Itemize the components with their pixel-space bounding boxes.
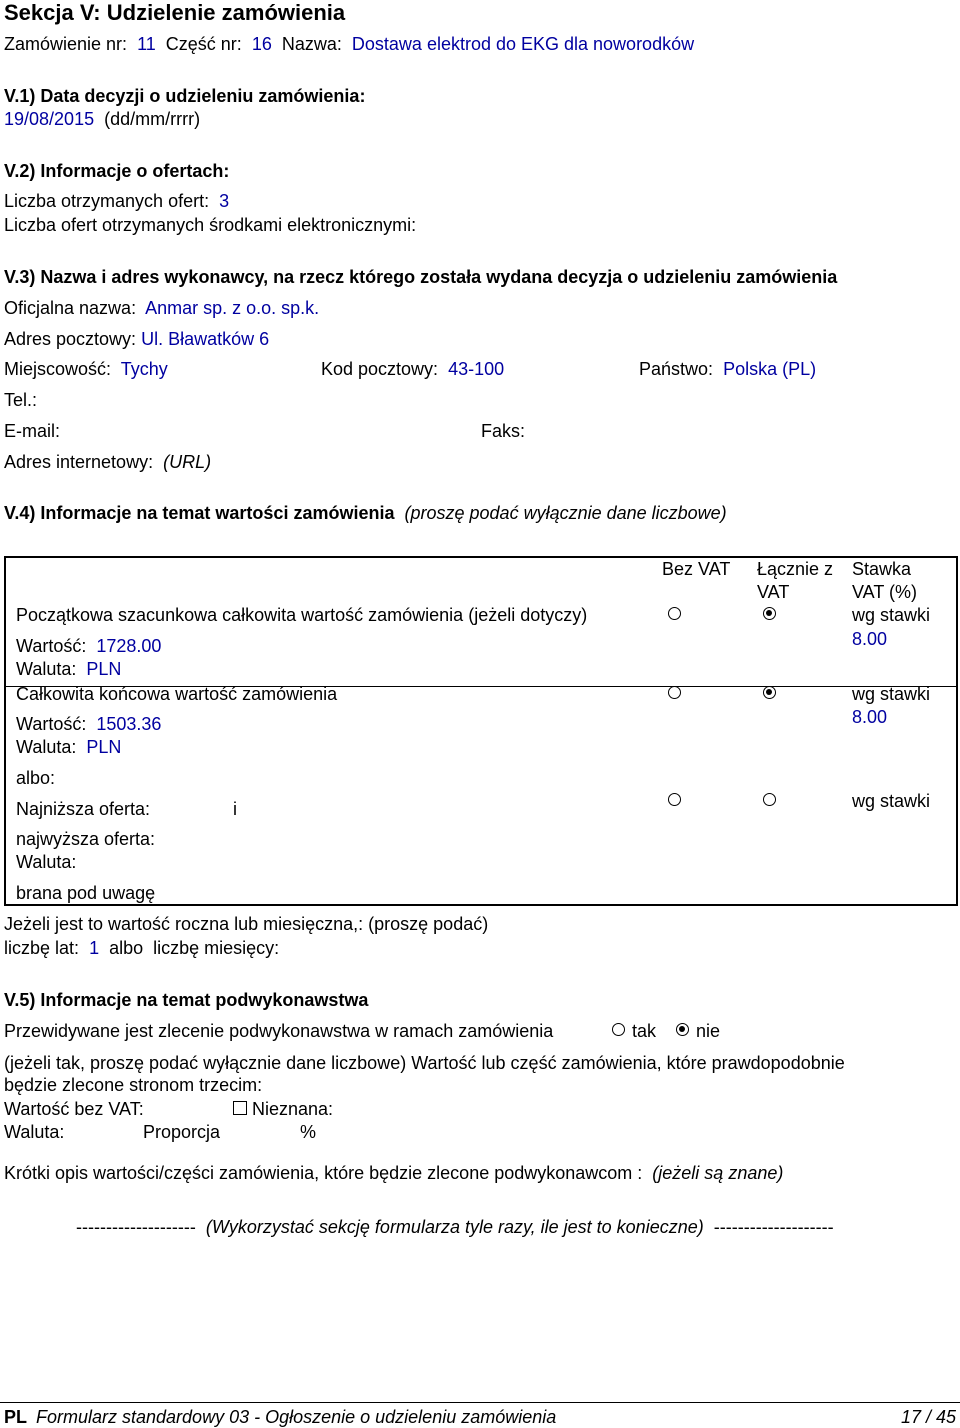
email-label: E-mail: <box>4 421 61 441</box>
country-value: Polska (PL) <box>723 359 817 379</box>
v1-date-line <box>4 108 200 130</box>
final-rate-value: 8.00 <box>852 707 888 727</box>
subcontract-yes-label: tak <box>632 1021 657 1041</box>
annual-value-line: Jeżeli jest to wartość roczna lub miesięczna,: (proszę podać) <box>4 914 489 934</box>
months-label: liczbę miesięcy: <box>153 938 280 958</box>
country-line <box>639 358 816 380</box>
offers-received-value: 3 <box>219 191 230 211</box>
postal-code-label: Kod pocztowy: <box>321 359 439 379</box>
col-gross-header-2: VAT <box>757 582 790 602</box>
net-value-label: Wartość bez VAT: <box>4 1099 144 1119</box>
subcontract-no-radio[interactable] <box>676 1023 689 1036</box>
subcontract-desc-line <box>4 1162 783 1184</box>
v5-heading: V.5) Informacje na temat podwykonawstwa <box>4 990 369 1010</box>
footer-country-code: PL <box>4 1407 28 1427</box>
v2-heading: V.2) Informacje o ofertach: <box>4 161 230 181</box>
initial-value-amount: 1728.00 <box>96 636 162 656</box>
v3-heading: V.3) Nazwa i adres wykonawcy, na rzecz którego została wydana decyzja o udzieleniu zamówienia <box>4 267 838 287</box>
v4-heading-line <box>4 502 727 524</box>
official-name-value: Anmar sp. z o.o. sp.k. <box>145 298 320 318</box>
subcontract-currency-label: Waluta: <box>4 1122 65 1142</box>
unknown-checkbox[interactable] <box>233 1101 247 1115</box>
final-gross-radio[interactable] <box>763 686 776 699</box>
city-line <box>4 358 168 380</box>
col-rate-header-2: VAT (%) <box>852 582 918 602</box>
v4-hint: (proszę podać wyłącznie dane liczbowe) <box>404 503 727 523</box>
range-currency-label: Waluta: <box>16 852 77 872</box>
initial-currency-line <box>16 658 121 680</box>
initial-rate-value: 8.00 <box>852 629 888 649</box>
postal-code-line <box>321 358 504 380</box>
final-currency-line <box>16 736 121 758</box>
col-gross-header-1: Łącznie z <box>757 559 834 579</box>
subcontract-yes-radio[interactable] <box>612 1023 625 1036</box>
name-label: Nazwa: <box>281 34 342 54</box>
final-currency-label: Waluta: <box>16 737 77 757</box>
tel-label: Tel.: <box>4 390 38 410</box>
initial-gross-radio[interactable] <box>763 607 776 620</box>
subcontract-desc-label: Krótki opis wartości/części zamówienia, które będzie zlecone podwykonawcom : <box>4 1163 643 1183</box>
percent-label: % <box>300 1122 317 1142</box>
final-value-field-label: Wartość: <box>16 714 87 734</box>
offers-electronic-label: Liczba ofert otrzymanych środkami elektronicznymi: <box>4 215 417 235</box>
highest-offer-label: najwyższa oferta: <box>16 829 156 849</box>
col-net-header: Bez VAT <box>662 559 731 579</box>
offers-received-label: Liczba otrzymanych ofert: <box>4 191 210 211</box>
website-line <box>4 451 211 473</box>
initial-currency-label: Waluta: <box>16 659 77 679</box>
order-label: Zamówienie nr: <box>4 34 128 54</box>
considered-label: brana pod uwagę <box>16 883 156 903</box>
final-value-amount: 1503.36 <box>96 714 162 734</box>
initial-rate-label: wg stawki <box>852 605 931 625</box>
decision-date: 19/08/2015 <box>4 109 95 129</box>
order-no: 11 <box>137 34 156 54</box>
subcontract-note-line-1: (jeżeli tak, proszę podać wyłącznie dane liczbowe) Wartość lub część zamówienia, które prawdopodobnie <box>4 1053 845 1073</box>
offers-received-line <box>4 190 229 212</box>
repeat-dashes-left: -------------------- <box>76 1217 196 1237</box>
v4-heading: V.4) Informacje na temat wartości zamówienia <box>4 503 395 523</box>
final-rate-label: wg stawki <box>852 684 931 704</box>
final-value-line <box>16 713 161 735</box>
v1-heading: V.1) Data decyzji o udzieleniu zamówienia: <box>4 86 366 106</box>
repeat-note <box>76 1216 834 1238</box>
proportion-label: Proporcja <box>143 1122 221 1142</box>
range-net-radio[interactable] <box>668 793 681 806</box>
unknown-label: Nieznana: <box>252 1099 334 1119</box>
years-value: 1 <box>89 938 100 958</box>
final-net-radio[interactable] <box>668 686 681 699</box>
or-word: albo <box>109 938 144 958</box>
subcontract-desc-hint: (jeżeli są znane) <box>652 1163 784 1183</box>
part-no: 16 <box>251 34 272 54</box>
years-label: liczbę lat: <box>4 938 80 958</box>
postal-address-value: Ul. Bławatków 6 <box>141 329 270 349</box>
official-name-label: Oficjalna nazwa: <box>4 298 137 318</box>
order-name: Dostawa elektrod do EKG dla noworodków <box>351 34 695 54</box>
postal-address-line <box>4 328 269 350</box>
subcontract-note-line-2: będzie zlecone stronom trzecim: <box>4 1075 263 1095</box>
repeat-note-text: (Wykorzystać sekcję formularza tyle razy, ile jest to konieczne) <box>205 1217 704 1237</box>
postal-address-label: Adres pocztowy: <box>4 329 137 349</box>
fax-label: Faks: <box>481 421 526 441</box>
website-hint: (URL) <box>163 452 212 472</box>
footer-divider <box>0 1402 960 1403</box>
final-currency-value: PLN <box>86 737 122 757</box>
period-line <box>4 937 279 959</box>
initial-value-label: Początkowa szacunkowa całkowita wartość zamówienia (jeżeli dotyczy) <box>16 605 588 625</box>
subcontract-planned-label: Przewidywane jest zlecenie podwykonawstwa w ramach zamówienia <box>4 1021 554 1041</box>
initial-value-field-label: Wartość: <box>16 636 87 656</box>
range-gross-radio[interactable] <box>763 793 776 806</box>
final-value-label: Całkowita końcowa wartość zamówienia <box>16 684 338 704</box>
col-rate-header-1: Stawka <box>852 559 912 579</box>
part-label: Część nr: <box>165 34 242 54</box>
order-info-line <box>4 33 694 55</box>
and-label: i <box>233 799 237 819</box>
subcontract-no-label: nie <box>696 1021 721 1041</box>
city-label: Miejscowość: <box>4 359 112 379</box>
range-rate-label: wg stawki <box>852 791 931 811</box>
postal-code-value: 43-100 <box>448 359 505 379</box>
or-label: albo: <box>16 768 56 788</box>
initial-currency-value: PLN <box>86 659 122 679</box>
initial-net-radio[interactable] <box>668 607 681 620</box>
official-name-line <box>4 297 319 319</box>
lowest-offer-label: Najniższa oferta: <box>16 799 151 819</box>
footer-page-number: 17 / 45 <box>900 1407 956 1427</box>
initial-value-line <box>16 635 161 657</box>
website-label: Adres internetowy: <box>4 452 154 472</box>
country-label: Państwo: <box>639 359 714 379</box>
section-title: Sekcja V: Udzielenie zamówienia <box>4 0 346 25</box>
date-format: (dd/mm/rrrr) <box>104 109 201 129</box>
footer-form-name: Formularz standardowy 03 - Ogłoszenie o udzieleniu zamówienia <box>36 1407 557 1427</box>
city-value: Tychy <box>120 359 168 379</box>
repeat-dashes-right: -------------------- <box>713 1217 834 1237</box>
